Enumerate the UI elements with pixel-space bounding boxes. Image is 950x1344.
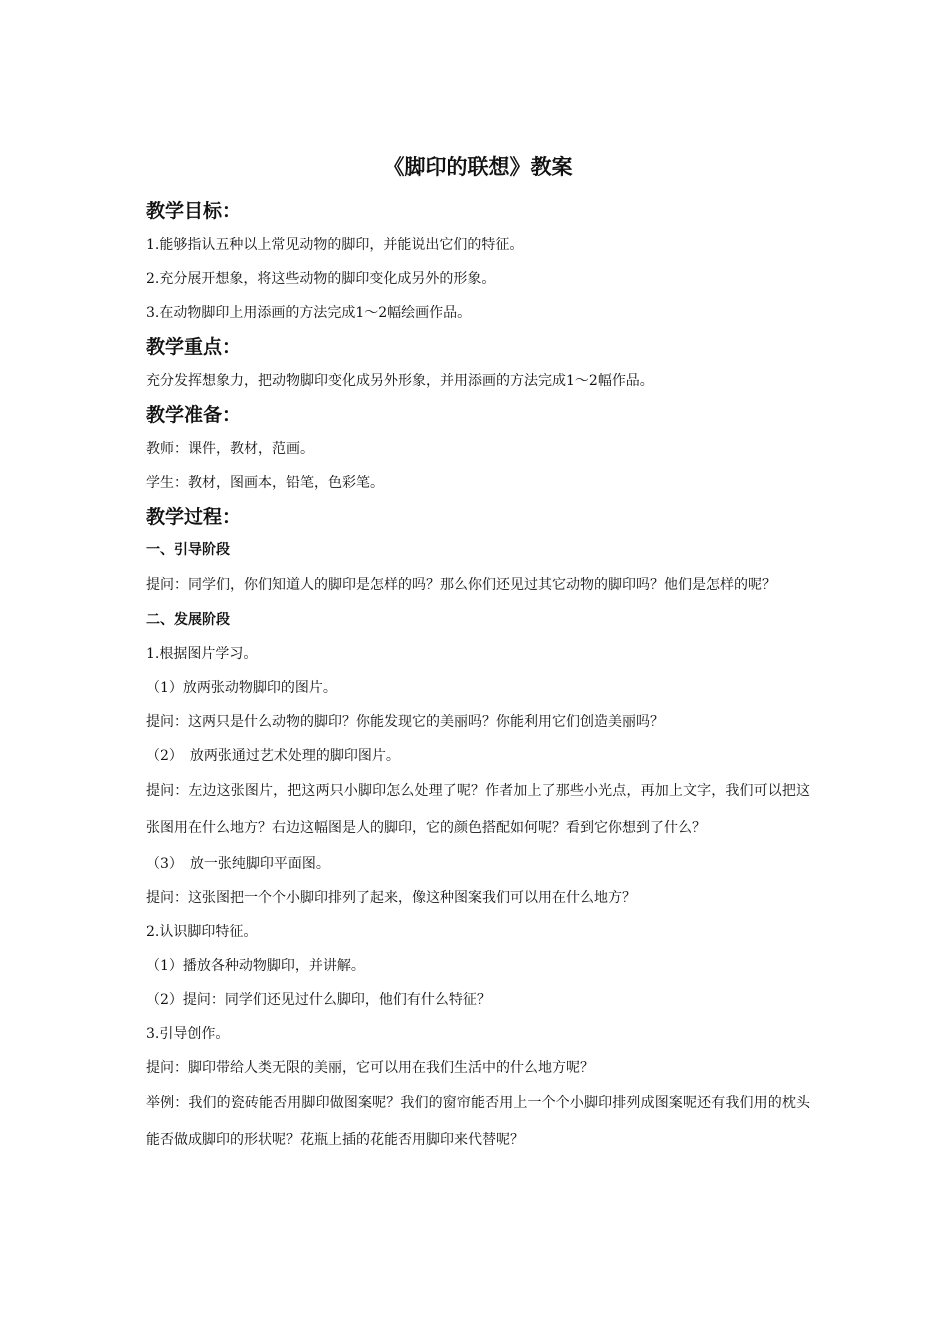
goal-item-2: 2.充分展开想象，将这些动物的脚印变化成另外的形象。 [146,271,496,287]
stage2-paragraph: 提问：左边这张图片，把这两只小脚印怎么处理了呢？作者加上了那些小光点，再加上文字，我们可以把这张图用在什么地方？右边这幅图是人的脚印，它的颜色搭配如何呢？看到它你想到了什么？ [146,783,810,836]
stage2-line: 3.引导创作。 [146,1026,230,1042]
goal-item-3: 3.在动物脚印上用添画的方法完成1～2幅绘画作品。 [146,305,472,321]
focus-text: 充分发挥想象力，把动物脚印变化成另外形象，并用添画的方法完成1～2幅作品。 [146,373,654,389]
stage2-line: 1.根据图片学习。 [146,646,258,662]
stage2-line: （2）提问：同学们还见过什么脚印，他们有什么特征？ [146,992,491,1008]
stage2-line: 2.认识脚印特征。 [146,924,258,940]
stage2-line: （2） 放两张通过艺术处理的脚印图片。 [146,748,400,764]
stage2-line: 提问：脚印带给人类无限的美丽，它可以用在我们生活中的什么地方呢？ [146,1060,594,1076]
goal-item-1: 1.能够指认五种以上常见动物的脚印，并能说出它们的特征。 [146,237,524,253]
document-title: 《脚印的联想》教案 [383,155,573,179]
stage2-line: （1）播放各种动物脚印，并讲解。 [146,958,365,974]
document-page [146,150,810,1159]
stage2-paragraph: 举例：我们的瓷砖能否用脚印做图案呢？我们的窗帘能否用上一个个小脚印排列成图案呢还有我们用的枕头能否做成脚印的形状呢？花瓶上插的花能否用脚印来代替呢？ [146,1095,810,1148]
prep-student: 学生：教材，图画本，铅笔，色彩笔。 [146,475,384,491]
stage2-line: （3） 放一张纯脚印平面图。 [146,856,330,872]
heading-process: 教学过程： [146,506,242,528]
stage2-line: （1）放两张动物脚印的图片。 [146,680,337,696]
stage1-text: 提问：同学们，你们知道人的脚印是怎样的吗？那么你们还见过其它动物的脚印吗？他们是怎样的呢？ [146,577,776,593]
stage2-title: 二、发展阶段 [146,612,230,628]
stage2-line: 提问：这两只是什么动物的脚印？你能发现它的美丽吗？你能利用它们创造美丽吗？ [146,714,664,730]
stage2-line: 提问：这张图把一个个小脚印排列了起来，像这种图案我们可以用在什么地方？ [146,890,636,906]
heading-prep: 教学准备： [146,404,242,426]
prep-teacher: 教师：课件，教材，范画。 [146,441,314,457]
heading-goal: 教学目标： [146,200,242,222]
heading-focus: 教学重点： [146,336,242,358]
stage1-title: 一、引导阶段 [146,542,230,558]
